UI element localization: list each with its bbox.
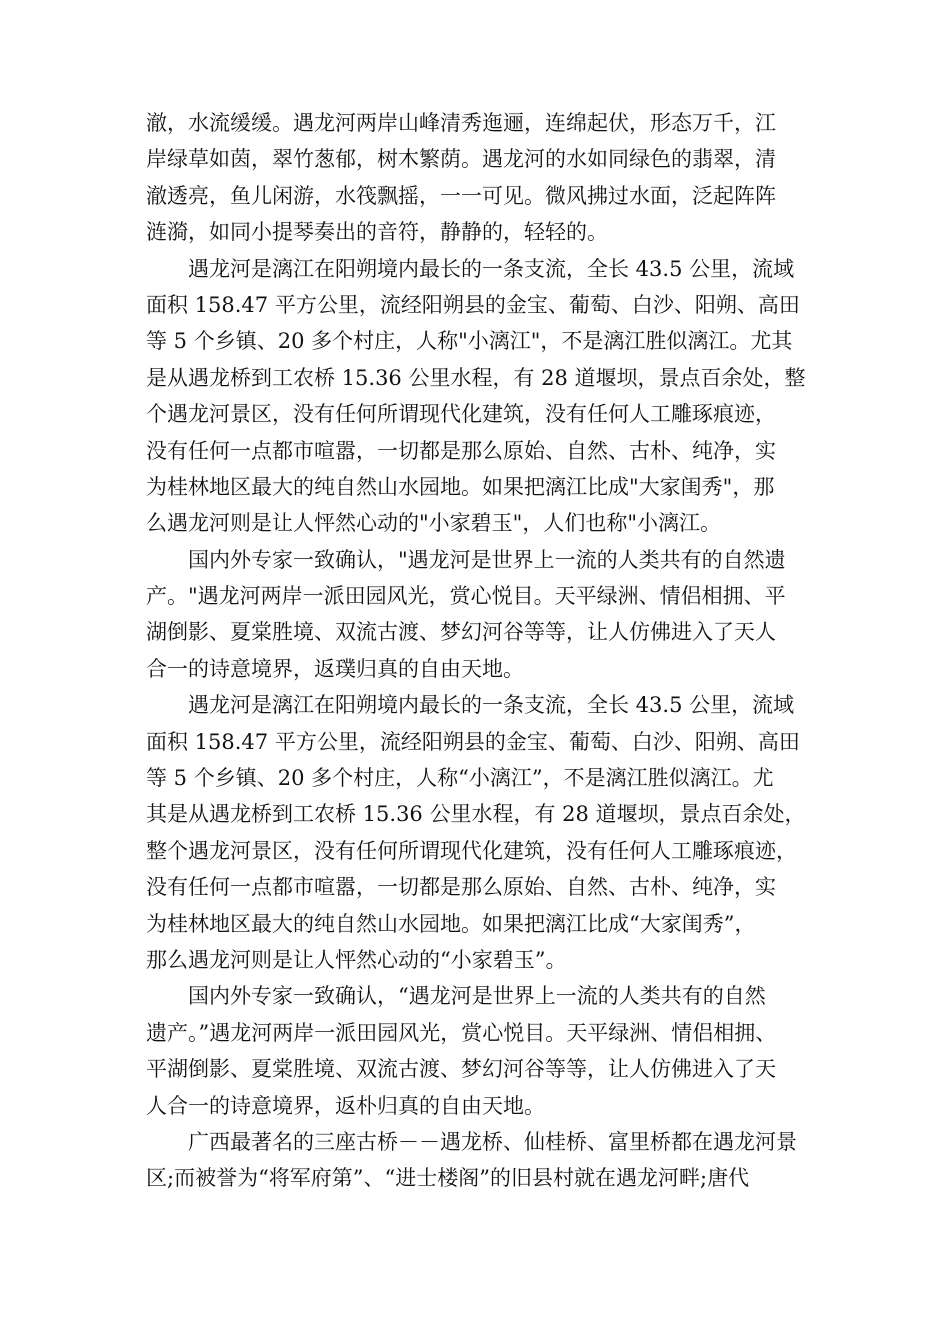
- text-line: 岸绿草如茵，翠竹葱郁，树木繁荫。遇龙河的水如同绿色的翡翠，清: [146, 147, 776, 172]
- paragraph-1: [146, 105, 826, 251]
- text-line: 没有任何一点都市喧嚣，一切都是那么原始、自然、古朴、纯净，实: [146, 438, 776, 463]
- text-line: 么遇龙河则是让人怦然心动的"小家碧玉"，人们也称"小漓江。: [146, 511, 721, 536]
- text-line: 没有任何一点都市喧嚣，一切都是那么原始、自然、古朴、纯净，实: [146, 875, 776, 900]
- paragraph-4: [146, 687, 826, 978]
- text-line: 平湖倒影、夏棠胜境、双流古渡、梦幻河谷等等，让人仿佛进入了天: [146, 1057, 776, 1082]
- text-line: 为桂林地区最大的纯自然山水园地。如果把漓江比成"大家闺秀"，那: [146, 474, 775, 499]
- paragraph-3: [146, 542, 826, 688]
- text-line: 为桂林地区最大的纯自然山水园地。如果把漓江比成“大家闺秀”，: [146, 911, 756, 936]
- text-line: 等 5 个乡镇、20 多个村庄，人称"小漓江"，不是漓江胜似漓江。尤其: [146, 329, 793, 354]
- text-line: 遗产。”遇龙河两岸一派田园风光，赏心悦目。天平绿洲、情侣相拥、: [146, 1020, 777, 1045]
- text-line: 广西最著名的三座古桥－－遇龙桥、仙桂桥、富里桥都在遇龙河景: [146, 1129, 797, 1154]
- text-line: 遇龙河是漓江在阳朔境内最长的一条支流，全长 43.5 公里，流域: [146, 256, 795, 281]
- text-line: 是从遇龙桥到工农桥 15.36 公里水程，有 28 道堰坝，景点百余处，整: [146, 365, 806, 390]
- text-line: 合一的诗意境界，返璞归真的自由天地。: [146, 656, 524, 681]
- text-line: 澈透亮，鱼儿闲游，水筏飘摇，一一可见。微风拂过水面，泛起阵阵: [146, 183, 776, 208]
- text-line: 等 5 个乡镇、20 多个村庄，人称“小漓江”，不是漓江胜似漓江。尤: [146, 766, 774, 791]
- paragraph-5: [146, 978, 826, 1124]
- document-body: [146, 105, 826, 1197]
- text-line: 涟漪，如同小提琴奏出的音符，静静的，轻轻的。: [146, 220, 608, 245]
- text-line: 国内外专家一致确认，“遇龙河是世界上一流的人类共有的自然: [146, 984, 766, 1009]
- text-line: 湖倒影、夏棠胜境、双流古渡、梦幻河谷等等，让人仿佛进入了天人: [146, 620, 776, 645]
- text-line: 人合一的诗意境界，返朴归真的自由天地。: [146, 1093, 545, 1118]
- text-line: 产。"遇龙河两岸一派田园风光，赏心悦目。天平绿洲、情侣相拥、平: [146, 584, 786, 609]
- text-line: 个遇龙河景区，没有任何所谓现代化建筑，没有任何人工雕琢痕迹，: [146, 402, 776, 427]
- paragraph-6: [146, 1124, 826, 1197]
- text-line: 其是从遇龙桥到工农桥 15.36 公里水程，有 28 道堰坝，景点百余处，: [146, 802, 806, 827]
- paragraph-2: [146, 251, 826, 542]
- text-line: 那么遇龙河则是让人怦然心动的“小家碧玉”。: [146, 947, 567, 972]
- text-line: 区;而被誉为“将军府第”、“进士楼阁”的旧县村就在遇龙河畔;唐代: [146, 1166, 750, 1191]
- text-line: 遇龙河是漓江在阳朔境内最长的一条支流，全长 43.5 公里，流域: [146, 693, 795, 718]
- text-line: 澈，水流缓缓。遇龙河两岸山峰清秀迤逦，连绵起伏，形态万千，江: [146, 111, 776, 135]
- text-line: 面积 158.47 平方公里，流经阳朔县的金宝、葡萄、白沙、阳朔、高田: [146, 292, 800, 317]
- text-line: 整个遇龙河景区，没有任何所谓现代化建筑，没有任何人工雕琢痕迹，: [146, 838, 797, 863]
- text-line: 国内外专家一致确认，"遇龙河是世界上一流的人类共有的自然遗: [146, 547, 786, 572]
- text-line: 面积 158.47 平方公里，流经阳朔县的金宝、葡萄、白沙、阳朔、高田: [146, 729, 800, 754]
